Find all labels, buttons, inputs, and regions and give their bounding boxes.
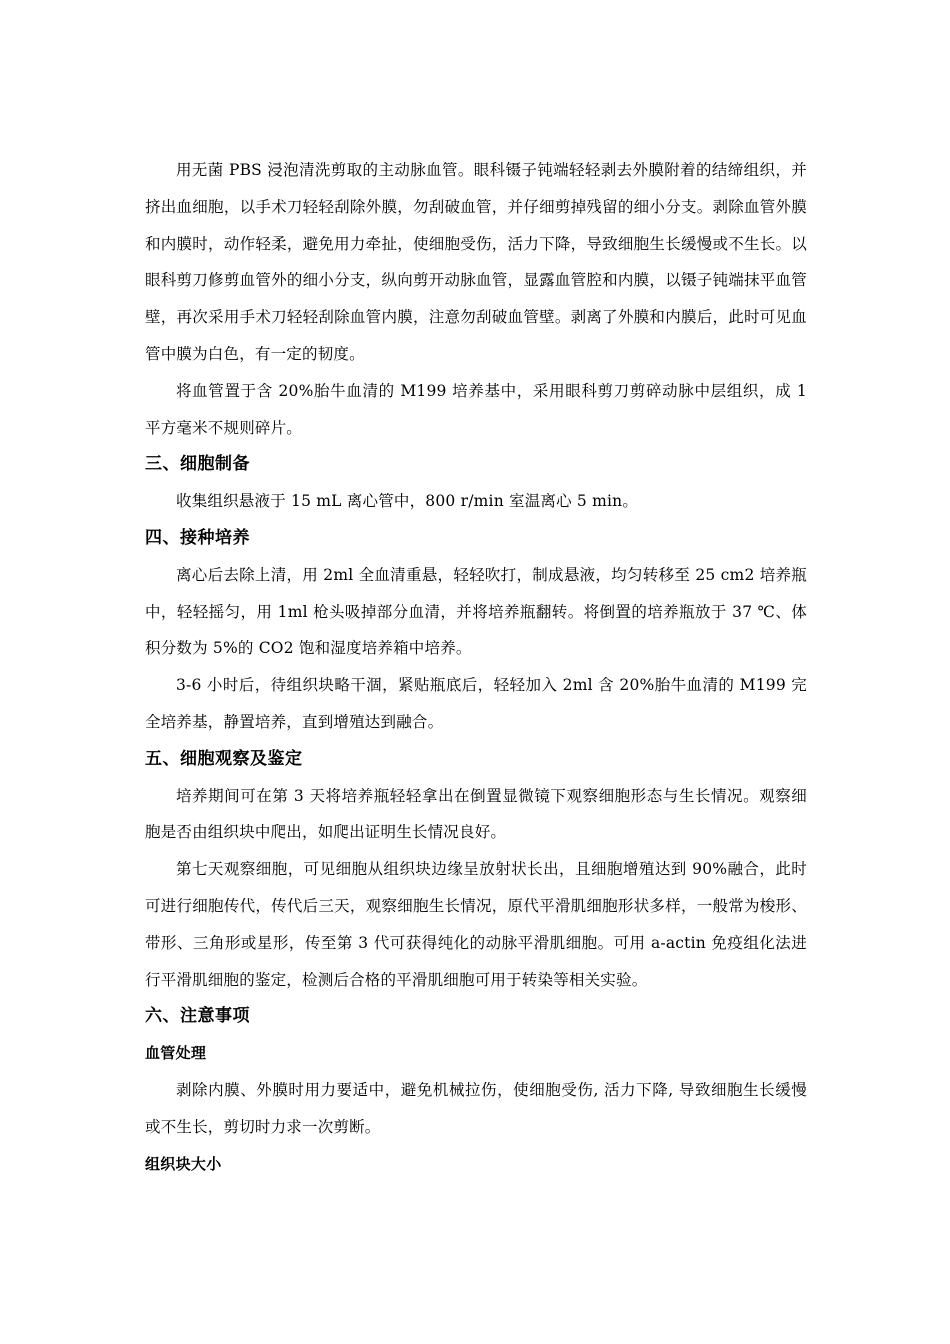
paragraph-centrifuge: 收集组织悬液于 15 mL 离心管中，800 r/min 室温离心 5 min。 [176,492,639,511]
section-heading-observation: 五、细胞观察及鉴定 [145,748,303,769]
paragraph-add-medium: 3-6 小时后，待组织块略干涸，紧贴瓶底后，轻轻加入 2ml 含 20%胎牛血清的 M199 完全培养基，静置培养，直到增殖达到融合。 [145,676,807,731]
document-body [145,152,807,1182]
section-heading-precautions: 六、注意事项 [145,1006,250,1027]
subheading-vessel-handling: 血管处理 [145,1044,207,1063]
paragraph-day3-observation: 培养期间可在第 3 天将培养瓶轻轻拿出在倒置显微镜下观察细胞形态与生长情况。观察细胞是否由组织块中爬出，如爬出证明生长情况良好。 [145,786,807,842]
section-heading-cell-preparation: 三、细胞制备 [145,454,250,475]
paragraph-tissue-mincing: 将血管置于含 20%胎牛血清的 M199 培养基中，采用眼科剪刀剪碎动脉中层组织，成 1 平方毫米不规则碎片。 [145,381,807,437]
section-heading-inoculation: 四、接种培养 [145,527,250,548]
subheading-tissue-size: 组织块大小 [145,1154,222,1173]
paragraph-vessel-handling: 剥除内膜、外膜时用力要适中，避免机械拉伤，使细胞受伤, 活力下降, 导致细胞生长缓慢或不生长，剪切时力求一次剪断。 [145,1080,807,1136]
paragraph-day7-observation: 第七天观察细胞，可见细胞从组织块边缘呈放射状长出，且细胞增殖达到 90%融合，此时可进行细胞传代，传代后三天，观察细胞生长情况，原代平滑肌细胞形状多样，一般常为梭形、带形、三角形或星形，传至第 3 代可获得纯化的动脉平滑肌细胞。可用 a-actin 免疫组化法进行平滑肌细胞的鉴定，检测后合格的平滑肌细胞可用于转染等相关实验。 [145,860,807,989]
paragraph-resuspend: 离心后去除上清，用 2ml 全血清重悬，轻轻吹打，制成悬液，均匀转移至 25 cm2 培养瓶中，轻轻摇匀，用 1ml 枪头吸掉部分血清，并将培养瓶翻转。将倒置的培养瓶放于 37 ℃、体积分数为 5%的 CO2 饱和湿度培养箱中培养。 [145,565,807,658]
paragraph-vessel-cleaning: 用无菌 PBS 浸泡清洗剪取的主动脉血管。眼科镊子钝端轻轻剥去外膜附着的结缔组织，并挤出血细胞，以手术刀轻轻刮除外膜，勿刮破血管，并仔细剪掉残留的细小分支。剥除血管外膜和内膜时，动作轻柔，避免用力牵扯，使细胞受伤，活力下降，导致细胞生长缓慢或不生长。以眼科剪刀修剪血管外的细小分支，纵向剪开动脉血管，显露血管腔和内膜，以镊子钝端抹平血管壁，再次采用手术刀轻轻刮除血管内膜，注意勿刮破血管壁。剥离了外膜和内膜后，此时可见血管中膜为白色，有一定的韧度。 [145,161,807,363]
